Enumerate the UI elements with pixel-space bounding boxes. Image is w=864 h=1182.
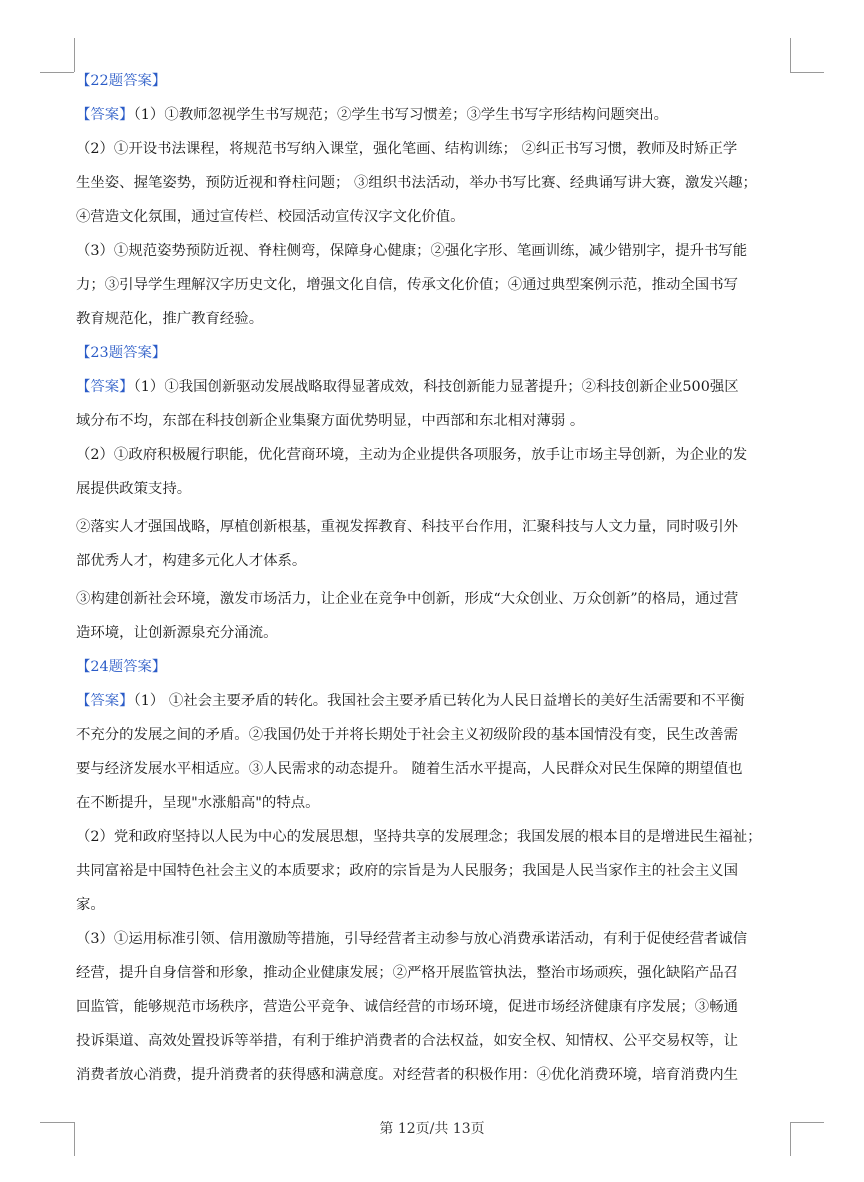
q22-p1-text: （1）①教师忽视学生书写规范；②学生书写习惯差；③学生书写字形结构问题突出。 — [133, 107, 668, 123]
q22-p3-line3: 教育规范化，推广教育经验。 — [76, 311, 264, 327]
q24-header: 【24题答案】 — [76, 659, 167, 675]
q24-p3-line2: 经营，提升自身信誉和形象，推动企业健康发展；②严格开展监管执法，整治市场顽疾，强化缺陷产品召 — [76, 965, 738, 981]
q23-p1-line2: 域分布不均，东部在科技创新企业集聚方面优势明显，中西部和东北相对薄弱 。 — [76, 413, 585, 429]
q24-p2-line3: 家。 — [76, 897, 105, 913]
q24-p1-line2: 不充分的发展之间的矛盾。②我国仍处于并将长期处于社会主义初级阶段的基本国情没有变，民生改善需 — [76, 727, 738, 743]
q24-p2-line1: （2）党和政府坚持以人民为中心的发展思想，坚持共享的发展理念；我国发展的根本目的是增进民生福祉； — [76, 829, 762, 845]
page-footer: 第 12页/共 13页 — [379, 1121, 485, 1137]
answer-tag: 【答案】 — [76, 107, 134, 123]
q23-answer-p1-line1 — [76, 370, 790, 404]
q24-p3-line1: （3）①运用标准引领、信用激励等措施，引导经营者主动参与放心消费承诺活动，有利于促使经营者诚信 — [76, 931, 748, 947]
crop-mark-top-right-vertical — [790, 38, 791, 72]
q24-p3-line5: 消费者放心消费，提升消费者的获得感和满意度。对经营者的积极作用：④优化消费环境，培育消费内生 — [76, 1067, 738, 1083]
q23-p1-text: （1）①我国创新驱动发展战略取得显著成效，科技创新能力显著提升；②科技创新企业500强区 — [133, 379, 739, 395]
q22-header: 【22题答案】 — [76, 73, 167, 89]
q24-answer-p1-line1 — [76, 684, 790, 718]
q24-p3-line4: 投诉渠道、高效处置投诉等举措，有利于维护消费者的合法权益，如安全权、知情权、公平交易权等，让 — [76, 1033, 738, 1049]
q24-p3-line3: 回监管，能够规范市场秩序，营造公平竞争、诚信经营的市场环境，促进市场经济健康有序发展；③畅通 — [76, 999, 738, 1015]
q22-p3-line1: （3）①规范姿势预防近视、脊柱侧弯，保障身心健康；②强化字形、笔画训练，减少错别字，提升书写能 — [76, 243, 748, 259]
q22-p3-line2: 力；③引导学生理解汉字历史文化，增强文化自信，传承文化价值；④通过典型案例示范，推动全国书写 — [76, 277, 738, 293]
q23-p4-line1: ③构建创新社会环境，激发市场活力，让企业在竞争中创新，形成“大众创业、万众创新”的格局，通过营 — [76, 591, 739, 607]
q23-p3-line2: 部优秀人才，构建多元化人才体系。 — [76, 553, 307, 569]
q24-p2-line2: 共同富裕是中国特色社会主义的本质要求；政府的宗旨是为人民服务；我国是人民当家作主的社会主义国 — [76, 863, 738, 879]
q23-p2-line2: 展提供政策支持。 — [76, 481, 192, 497]
q22-p2-line1: （2）①开设书法课程，将规范书写纳入课堂，强化笔画、结构训练； ②纠正书写习惯，教师及时矫正学 — [76, 141, 738, 157]
q22-answer-p1 — [76, 98, 790, 132]
q22-p2-line2: 生坐姿、握笔姿势，预防近视和脊柱问题； ③组织书法活动，举办书写比赛、经典诵写讲大赛，激发兴趣； — [76, 175, 757, 191]
crop-mark-top-right-horizontal — [790, 72, 824, 73]
crop-mark-top-left-vertical — [74, 38, 75, 72]
q23-header: 【23题答案】 — [76, 345, 167, 361]
answer-tag: 【答案】 — [76, 693, 134, 709]
q24-p1-text: （1） ①社会主要矛盾的转化。我国社会主要矛盾已转化为人民日益增长的美好生活需要和不平衡 — [133, 693, 745, 709]
q23-p3-line1: ②落实人才强国战略，厚植创新根基，重视发挥教育、科技平台作用，汇聚科技与人文力量，同时吸引外 — [76, 519, 738, 535]
answer-content — [76, 64, 790, 1092]
q24-p1-line4: 在不断提升，呈现"水涨船高"的特点。 — [76, 795, 320, 811]
crop-mark-top-left-horizontal — [40, 72, 74, 73]
answer-tag: 【答案】 — [76, 379, 134, 395]
q23-p4-line2: 造环境，让创新源泉充分涌流。 — [76, 625, 278, 641]
q24-p1-line3: 要与经济发展水平相适应。③人民需求的动态提升。 随着生活水平提高，人民群众对民生保障的期望值也 — [76, 761, 743, 777]
q23-p2-line1: （2）①政府积极履行职能，优化营商环境，主动为企业提供各项服务，放手让市场主导创新，为企业的发 — [76, 447, 748, 463]
q22-p2-line3: ④营造文化氛围，通过宣传栏、校园活动宣传汉字文化价值。 — [76, 209, 465, 225]
